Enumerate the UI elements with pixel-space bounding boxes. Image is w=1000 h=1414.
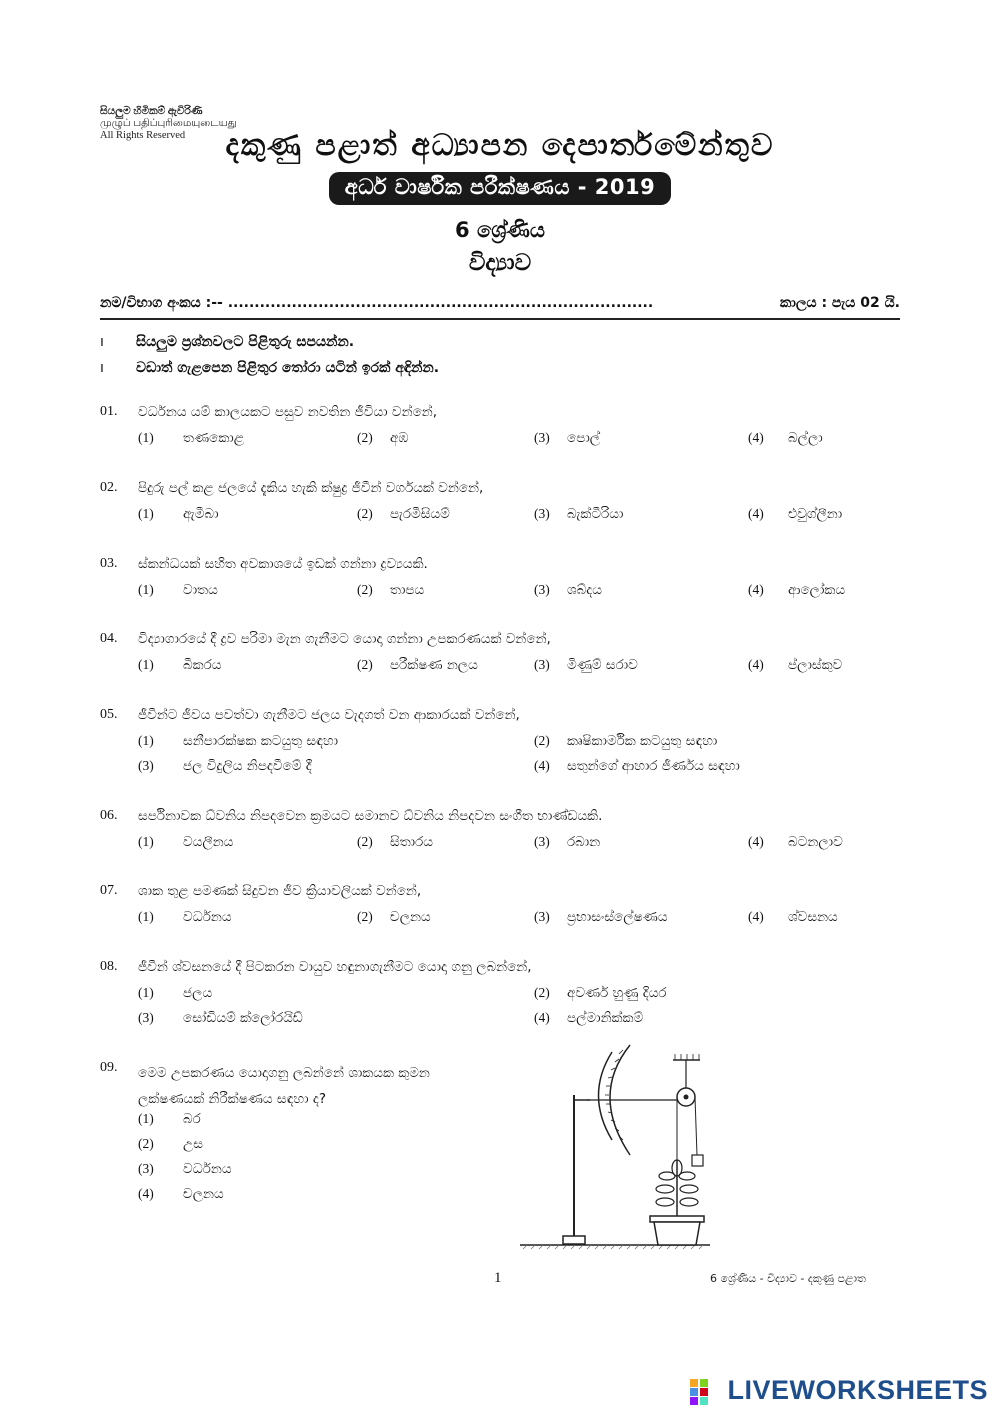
question-2	[0, 480, 1000, 540]
question-number: 07.	[100, 883, 118, 898]
option-3[interactable]: (3) මිණුම් සරාව	[534, 657, 638, 673]
rights-english: All Rights Reserved	[100, 130, 186, 141]
rights-sinhala: සියලුම හිමිකම් ඇවිරිණි	[100, 106, 203, 117]
option-2[interactable]: (2) අඹ	[357, 430, 409, 446]
question-number: 06.	[100, 808, 118, 823]
option-2[interactable]: (2) උස	[138, 1136, 204, 1152]
page-number: 1	[494, 1270, 502, 1286]
exam-banner	[0, 172, 1000, 205]
question-3	[0, 556, 1000, 616]
question-number: 02.	[100, 480, 118, 495]
option-1[interactable]: (1) සනීපාරක්ෂක කටයුතු සඳහා	[138, 733, 339, 749]
option-1[interactable]: (1) වයලීනය	[138, 834, 234, 850]
instruction-bullet: ı	[100, 360, 104, 376]
option-3[interactable]: (3) රබාන	[534, 834, 601, 850]
question-number: 05.	[100, 707, 118, 722]
option-1[interactable]: (1) ජලය	[138, 985, 213, 1001]
option-2[interactable]: (2) චලනය	[357, 909, 431, 925]
question-text: සර්පිනාවක ධ්වනිය නිපදවෙන ක්‍රමයට සමානව ධ්වනිය නිපදවන සංගීත භාණ්ඩයකි.	[138, 808, 603, 824]
rights-tamil: முழுப் பதிப்புரிமையுடையது	[100, 118, 237, 129]
instruction-1	[100, 334, 354, 350]
question-text: විද්‍යාගාරයේ දී ද්‍රව පරිමා මැන ගැනීමට යොදා ගන්නා උපකරණයක් වන්නේ,	[138, 631, 551, 647]
grade-label: 6 ශ්‍රේණිය	[455, 218, 545, 242]
question-text: මෙම උපකරණය යොදාගනු ලබන්නේ ශාකයක කුමන ලක්ෂණයක් නිරීක්ෂණය සඳහා ද?	[138, 1065, 430, 1107]
question-text: ශාක තුළ පමණක් සිදුවන ජීව ක්‍රියාවලියක් වන්නේ,	[138, 883, 422, 899]
subject-label: විද්‍යාව	[468, 250, 532, 276]
name-row	[100, 295, 900, 315]
instruction-text: සියලුම ප්‍රශ්නවලට පිළිතුරු සපයන්න.	[136, 334, 355, 350]
option-2[interactable]: (2) තාපය	[357, 582, 425, 598]
question-7	[0, 883, 1000, 943]
option-2[interactable]: (2) පැරමීසියම්	[357, 506, 450, 522]
question-number: 01.	[100, 404, 118, 419]
header-divider	[100, 318, 900, 320]
option-3[interactable]: (3) වර්ධනය	[138, 1161, 232, 1177]
question-number: 08.	[100, 959, 118, 974]
option-3[interactable]: (3) ප්‍රභාසංස්ලේෂණය	[534, 909, 668, 925]
name-field-label: නම/විභාග අංකය :-- ................................................................................	[100, 295, 654, 311]
option-4[interactable]: (4) ප්ලාස්කුව	[748, 657, 843, 673]
option-4[interactable]: (4) ශ්වසනය	[748, 909, 838, 925]
option-1[interactable]: (1) ඇමීබා	[138, 506, 219, 522]
option-1[interactable]: (1) වාතය	[138, 582, 218, 598]
liveworksheets-brand: LIVEWORKSHEETS	[727, 1375, 988, 1405]
option-4[interactable]: (4) බටනලාව	[748, 834, 843, 850]
option-1[interactable]: (1) වර්ධනය	[138, 909, 232, 925]
instruction-2	[100, 360, 439, 376]
question-1	[0, 404, 1000, 464]
option-1[interactable]: (1) තණකොළ	[138, 430, 245, 446]
option-4[interactable]: (4) බල්ලා	[748, 430, 823, 446]
option-4[interactable]: (4) සතුන්ගේ ආහාර ජීර්ණය සඳහා	[534, 758, 740, 774]
question-number: 04.	[100, 631, 118, 646]
question-5	[0, 707, 1000, 787]
question-number: 03.	[100, 556, 118, 571]
question-6	[0, 808, 1000, 868]
time-label: කාලය : පැය 02 යි.	[779, 295, 900, 311]
option-4[interactable]: (4) එවුග්ලීනා	[748, 506, 843, 522]
exam-title: අර්ධ වාර්ෂික පරීක්ෂණය - 2019	[329, 172, 671, 205]
question-text: ස්කන්ධයක් සහිත අවකාශයේ ඉඩක් ගන්නා ද්‍රව්‍යයකි.	[138, 556, 428, 572]
option-1[interactable]: (1) බර	[138, 1111, 201, 1127]
option-4[interactable]: (4) පල්මානික්කම්	[534, 1010, 644, 1026]
option-3[interactable]: (3) බැක්ටීරියා	[534, 506, 624, 522]
option-2[interactable]: (2) පරීක්ෂණ නලය	[357, 657, 478, 673]
instruction-text: වඩාත් ගැළපෙන පිළිතුර තෝරා යටින් ඉරක් අඳින්න.	[136, 360, 440, 376]
instruction-bullet: ı	[100, 334, 104, 350]
question-text: ජීවීන් ශ්වසනයේ දී පිටකරන වායුව හඳුනාගැනීමට යොදා ගනු ලබන්නේ,	[138, 959, 532, 975]
department-title: දකුණු පළාත් අධ්‍යාපන දෙපාර්තමේන්තුව	[225, 128, 775, 163]
question-4	[0, 631, 1000, 691]
option-2[interactable]: (2) අවර්ණ හුණු දියර	[534, 985, 667, 1001]
option-4[interactable]: (4) චලනය	[138, 1186, 224, 1202]
option-2[interactable]: (2) කෘෂිකාර්මික කටයුතු සඳහා	[534, 733, 718, 749]
option-3[interactable]: (3) ශබ්දය	[534, 582, 603, 598]
question-text: වර්ධනය යම් කාලයකට පසුව නවතින ජීවියා වන්නේ,	[138, 404, 438, 420]
question-text: පිදුරු පල් කළ ජලයේ දැකිය හැකි ක්ෂුද්‍ර ජීවීන් වර්ගයක් වන්නේ,	[138, 480, 484, 496]
footer-caption: 6 ශ්‍රේණිය - විද්‍යාව - දකුණු පළාත	[710, 1272, 866, 1285]
question-9	[0, 1060, 520, 1210]
question-8	[0, 959, 1000, 1039]
option-3[interactable]: (3) ජල විදුලිය නිපදවීමේ දී	[138, 758, 312, 774]
option-4[interactable]: (4) ආලෝකය	[748, 582, 846, 598]
question-number: 09.	[100, 1060, 118, 1075]
question-text: ජීවීන්ට ජීවය පවත්වා ගැනීමට ජලය වැදගත් වන ආකාරයක් වන්නේ,	[138, 707, 520, 723]
liveworksheets-logo-icon	[690, 1379, 708, 1405]
option-2[interactable]: (2) සිතාරය	[357, 834, 433, 850]
option-3[interactable]: (3) සෝඩියම් ක්ලෝරයිඩ්	[138, 1010, 303, 1026]
option-1[interactable]: (1) බීකරය	[138, 657, 222, 673]
auxanometer-diagram	[515, 1040, 715, 1255]
option-3[interactable]: (3) පොල්	[534, 430, 601, 446]
